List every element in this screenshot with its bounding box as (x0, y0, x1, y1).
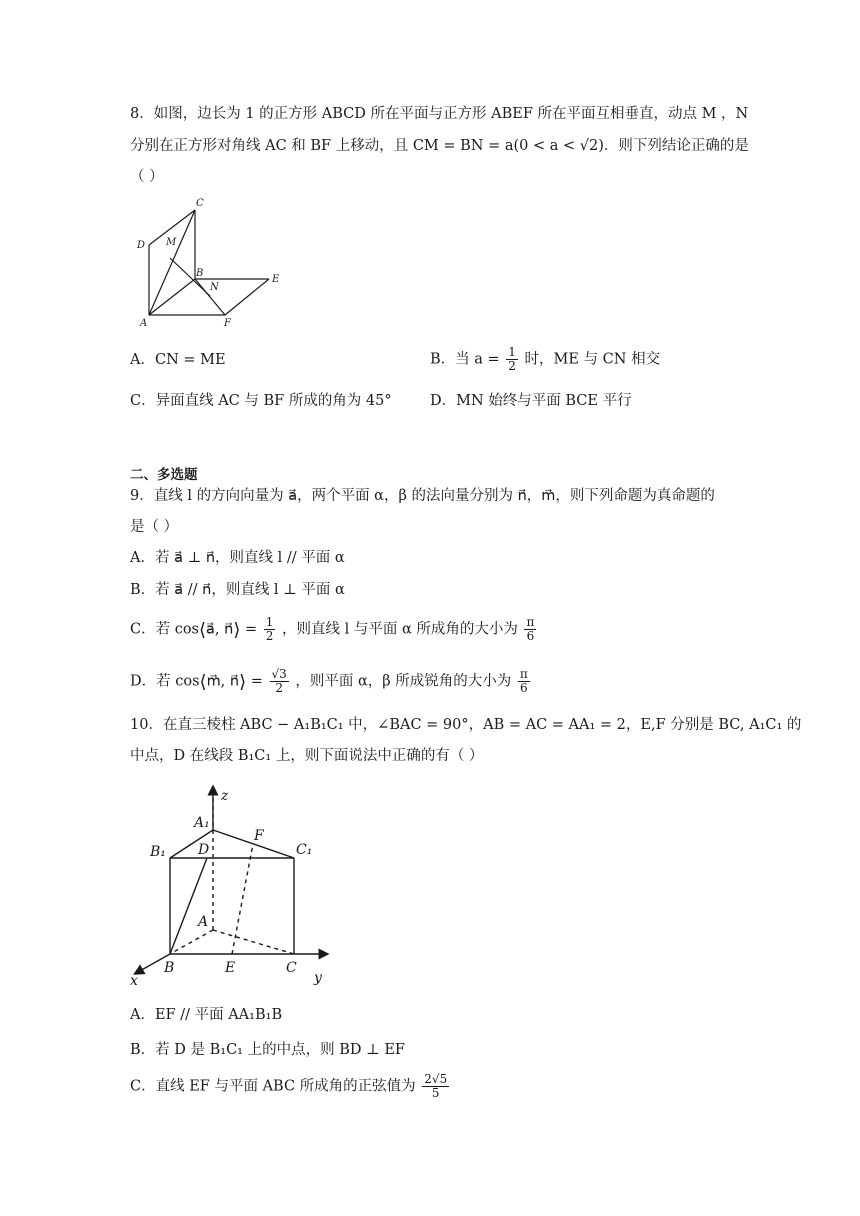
q9-option-c-angle-fraction (524, 616, 536, 643)
q9-option-c-denominator: 2 (265, 629, 274, 643)
q9-option-c (130, 616, 538, 643)
q9-option-b: B．若 a⃗ // n⃗，则直线 l ⊥ 平面 α (130, 582, 345, 598)
q10-line-2: 中点，D 在线段 B₁C₁ 上，则下面说法中正确的有（ ） (130, 748, 484, 764)
q9-option-d-middle: ，则平面 α，β 所成锐角的大小为 (295, 673, 512, 690)
q9-option-d-equals: = (250, 673, 263, 690)
q8-label-b: B (196, 268, 204, 279)
q10-option-b: B．若 D 是 B₁C₁ 上的中点，则 BD ⊥ EF (130, 1042, 405, 1058)
q8-label-m: M (166, 237, 177, 248)
q10-label-d: D (198, 842, 210, 858)
q9-option-d-angle-denominator: 6 (520, 681, 528, 695)
q9-option-c-vectors: a⃗, n⃗ (206, 621, 234, 638)
q10-label-z: z (221, 788, 229, 804)
q8-label-f: F (224, 318, 231, 329)
q9-option-c-middle: ，则直线 l 与平面 α 所成角的大小为 (281, 621, 518, 638)
q9-option-d (130, 668, 532, 695)
q9-option-d-fraction (270, 668, 289, 695)
q8-option-c: C．异面直线 AC 与 BF 所成的角为 45° (130, 393, 392, 409)
q10-line-1: 10．在直三棱柱 ABC − A₁B₁C₁ 中，∠BAC = 90°，AB = AC = AA₁ = 2，E,F 分别是 BC, A₁C₁ 的 (130, 717, 802, 733)
q10-label-x: x (130, 973, 138, 989)
q8-label-d: D (137, 240, 146, 251)
q8-label-a: A (140, 318, 148, 329)
q9-option-c-angle-denominator: 6 (526, 629, 535, 643)
q10-label-a: A (198, 914, 209, 930)
q10-option-c-prefix: C．直线 EF 与平面 ABC 所成角的正弦值为 (130, 1078, 416, 1095)
q9-option-d-vectors: m⃗, n⃗ (206, 673, 240, 690)
q9-option-d-prefix: D．若 cos (130, 673, 200, 690)
q9-line-2: 是（ ） (130, 519, 179, 535)
q10-option-c (130, 1073, 451, 1100)
q9-option-d-angle-numerator: π (519, 667, 528, 681)
q8-option-b-numerator: 1 (508, 345, 516, 359)
q9-option-c-prefix: C．若 cos (130, 621, 199, 638)
q8-option-b-denominator: 2 (508, 359, 516, 373)
q10-label-c: C (286, 960, 297, 976)
q10-option-a: A．EF // 平面 AA₁B₁B (130, 1007, 283, 1023)
q8-label-c: C (196, 198, 204, 209)
q9-option-c-fraction (264, 616, 276, 643)
q8-figure (132, 192, 292, 332)
q9-option-c-equals: = (244, 621, 258, 638)
q8-line-2: 分别在正方形对角线 AC 和 BF 上移动，且 CM = BN = a(0 < a < √2)．则下列结论正确的是 (130, 138, 749, 154)
q10-figure (128, 780, 338, 990)
q9-option-c-angle-numerator: π (526, 615, 535, 629)
q8-line-1: 8．如图，边长为 1 的正方形 ABCD 所在平面与正方形 ABEF 所在平面互相垂直，动点 M ，N (130, 106, 749, 122)
q9-option-d-angle-fraction (518, 668, 530, 695)
q10-label-f: F (254, 828, 264, 844)
q8-option-b-prefix: B．当 a = (430, 351, 500, 368)
angle-bracket-left-icon: ⟨ (199, 619, 207, 641)
q9-option-a: A．若 a⃗ ⊥ n⃗，则直线 l // 平面 α (130, 550, 345, 566)
q8-option-b (430, 346, 660, 373)
q8-answer-bracket: （ ） (130, 169, 164, 185)
q10-option-c-denominator: 5 (431, 1086, 440, 1100)
q8-option-a: A．CN = ME (130, 352, 226, 368)
section-title: 二、多选题 (130, 467, 198, 483)
angle-bracket-left-icon: ⟨ (199, 671, 207, 693)
q10-label-a1: A₁ (194, 815, 210, 831)
q10-label-c1: C₁ (296, 842, 313, 858)
q8-option-d: D．MN 始终与平面 BCE 平行 (430, 393, 632, 409)
angle-bracket-right-icon: ⟩ (233, 619, 241, 641)
q8-label-n: N (210, 282, 219, 293)
q8-option-b-suffix: 时，ME 与 CN 相交 (524, 351, 661, 368)
q10-label-y: y (314, 970, 322, 986)
q9-option-d-numerator: √3 (271, 667, 287, 681)
q10-label-b1: B₁ (150, 844, 166, 860)
q10-label-b: B (164, 960, 175, 976)
q9-option-d-denominator: 2 (275, 681, 283, 695)
q8-option-b-fraction (506, 346, 518, 373)
q8-label-e: E (272, 274, 280, 285)
angle-bracket-right-icon: ⟩ (239, 671, 247, 693)
q10-label-e: E (225, 960, 236, 976)
q10-option-c-fraction (422, 1073, 449, 1100)
q10-option-c-numerator: 2√5 (424, 1072, 448, 1086)
q9-option-c-numerator: 1 (265, 615, 274, 629)
q9-line-1: 9．直线 l 的方向向量为 a⃗，两个平面 α，β 的法向量分别为 n⃗，m⃗，则下列命题为真命题的 (130, 488, 715, 504)
